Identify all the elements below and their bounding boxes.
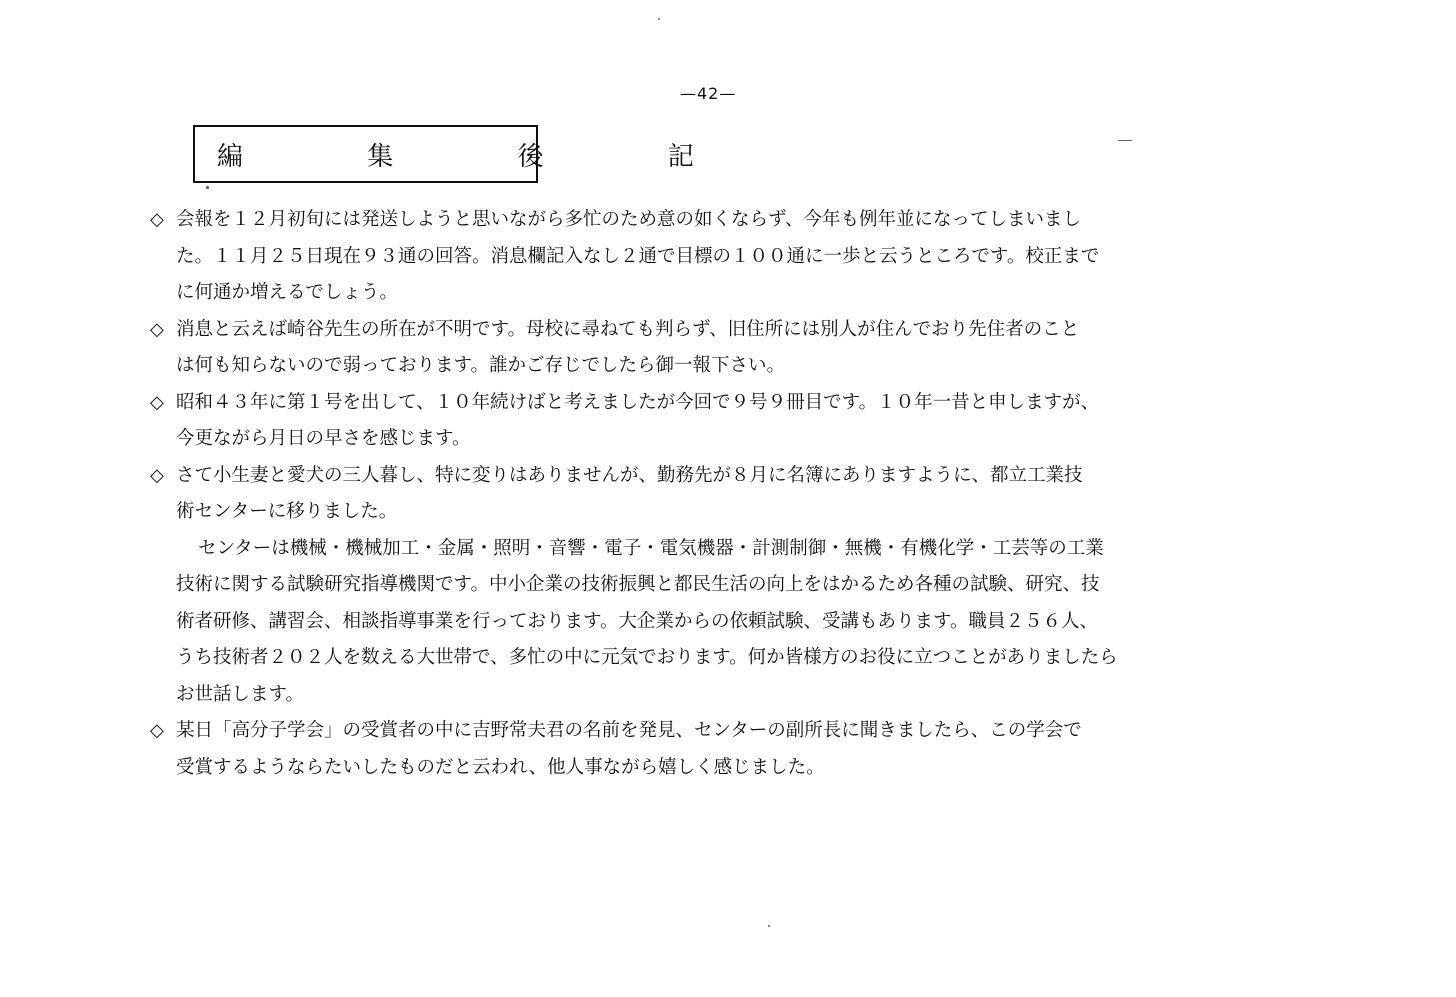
text-line: 昭和４３年に第１号を出して、１０年続けばと考えましたが今回で９号９冊目です。１０年一昔と申しますが、 (176, 391, 1100, 413)
scan-speck (206, 186, 209, 189)
paragraph (150, 312, 1315, 385)
text-line: た。１１月２５日現在９３通の回答。消息欄記入なし２通で目標の１００通に一歩と云うところです。校正まで (176, 245, 1100, 267)
paragraph (150, 385, 1315, 458)
text-line: は何も知らないので弱っております。誰かご存じでしたら御一報下さい。 (176, 355, 786, 376)
text-line: うち技術者２０２人を数える大世帯で、多忙の中に元気でおります。何か皆様方のお役に立つことがありましたら (176, 647, 1118, 668)
scan-speck (1118, 140, 1132, 141)
text-line: 今更ながら月日の早さを感じます。 (176, 428, 471, 449)
paragraph (150, 458, 1315, 531)
text-line: 会報を１２月初旬には発送しようと思いながら多忙のため意の如くならず、今年も例年並になってしまいまし (176, 209, 1082, 230)
paragraph (150, 713, 1315, 786)
scan-speck (658, 18, 660, 20)
scan-speck (768, 925, 770, 927)
text-line: センターは機械・機械加工・金属・照明・音響・電子・電気機器・計測制御・無機・有機化学・工芸等の工業 (198, 537, 1104, 559)
diamond-bullet-icon: ◇ (150, 318, 164, 340)
diamond-bullet-icon: ◇ (150, 391, 164, 413)
paragraph (150, 202, 1315, 312)
paragraph (150, 531, 1315, 714)
text-line: 術センターに移りました。 (176, 501, 398, 522)
heading-box (193, 125, 752, 183)
text-line: 術者研修、講習会、相談指導事業を行っております。大企業からの依頼試験、受講もあります。職員２５６人、 (176, 610, 1099, 632)
diamond-bullet-icon: ◇ (150, 209, 164, 230)
text-line: 技術に関する試験研究指導機関です。中小企業の技術振興と都民生活の向上をはかるため各種の試験、研究、技 (176, 574, 1100, 595)
heading: 編 集 後 記 (217, 141, 752, 172)
diamond-bullet-icon: ◇ (150, 720, 164, 741)
text-line: お世話します。 (176, 683, 305, 705)
text-line: 受賞するようならたいしたものだと云われ、他人事ながら嬉しく感じました。 (176, 756, 825, 778)
text-line: 消息と云えば崎谷先生の所在が不明です。母校に尋ねても判らず、旧住所には別人が住んでおり先住者のこと (176, 318, 1080, 340)
text-line: 某日「高分子学会」の受賞者の中に吉野常夫君の名前を発見、センターの副所長に聞きましたら、この学会で (176, 720, 1082, 741)
page-number: —42— (680, 84, 737, 103)
afterword-body (150, 202, 1315, 786)
diamond-bullet-icon: ◇ (150, 464, 164, 486)
text-line: に何通か増えるでしょう。 (176, 282, 398, 303)
text-line: さて小生妻と愛犬の三人暮し、特に変りはありませんが、勤務先が８月に名簿にありますように、都立工業技 (176, 464, 1083, 486)
